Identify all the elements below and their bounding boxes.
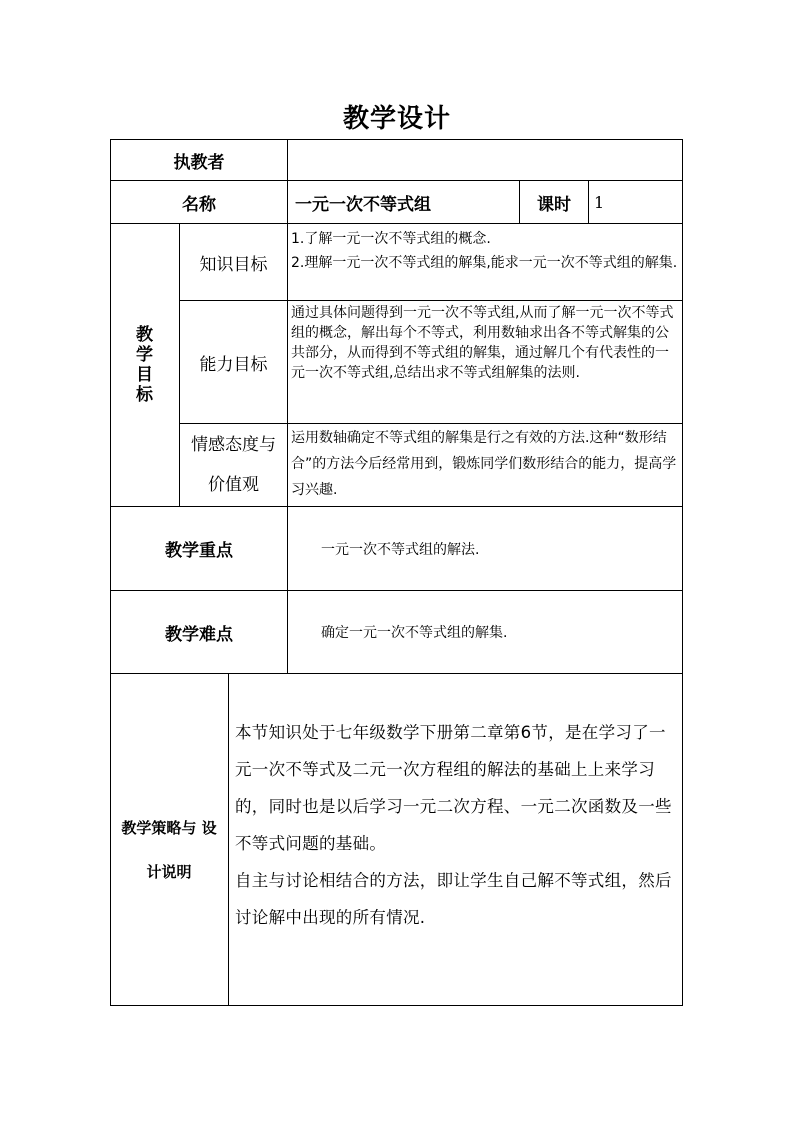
goals-label (110, 224, 179, 506)
emotion-goal-text: 运用数轴确定不等式组的解集是行之有效的方法.这种“数形结合”的方法今后经常用到，锻炼同学们数形结合的能力，提高学习兴趣. (291, 430, 677, 498)
period-label: 课时 (537, 194, 571, 215)
ability-goal-label: 能力目标 (199, 354, 268, 375)
goals-label-char: 标 (136, 385, 153, 405)
strategy-label-line: 计说明 (146, 862, 192, 881)
key-point-label: 教学重点 (165, 541, 233, 561)
strategy-paragraph: 自主与讨论相结合的方法，即让学生自己解不等式组，然后讨论解中出现的所有情况. (235, 871, 672, 927)
teacher-label: 执教者 (173, 152, 225, 173)
strategy-label-line: 教学策略与 设 (121, 818, 217, 837)
period-value: 1 (594, 192, 605, 212)
knowledge-goal-line: 2.理解一元一次不等式组的解集,能求一元一次不等式组的解集. (291, 255, 678, 271)
goals-label-char: 学 (136, 345, 153, 365)
lesson-plan-table (110, 139, 683, 1006)
table-border-bottom (110, 1005, 683, 1006)
knowledge-goal-line: 1.了解一元一次不等式组的概念. (291, 231, 491, 247)
document-title: 教学设计 (342, 104, 451, 134)
ability-goal-text: 通过具体问题得到一元一次不等式组,从而了解一元一次不等式组的概念，解出每个不等式，利用数轴求出各不等式解集的公共部分，从而得到不等式组的解集，通过解几个有代表性的一元一次不等式组,总结出求不等式组解集的法则. (291, 305, 674, 381)
goals-label-char: 教 (136, 325, 153, 345)
goals-label-char: 目 (136, 365, 153, 385)
strategy-text (229, 674, 683, 1005)
name-label: 名称 (182, 194, 216, 215)
knowledge-goal-text (288, 224, 683, 300)
name-value: 一元一次不等式组 (295, 194, 431, 215)
strategy-paragraph: 本节知识处于七年级数学下册第二章第6节，是在学习了一元一次不等式及二元一次方程组的解法的基础上上来学习的，同时也是以后学习一元二次方程、一元二次函数及一些不等式问题的基础。 (235, 723, 672, 853)
emotion-goal-label-line: 情感态度与 (191, 435, 276, 455)
strategy-label (110, 674, 228, 1005)
difficulty-text: 确定一元一次不等式组的解集. (321, 625, 508, 641)
emotion-goal-label (180, 424, 287, 506)
emotion-goal-label-line: 价值观 (208, 475, 259, 495)
difficulty-label: 教学难点 (165, 624, 233, 645)
knowledge-goal-label: 知识目标 (199, 254, 268, 275)
teacher-value (288, 139, 683, 181)
key-point-text: 一元一次不等式组的解法. (321, 541, 480, 558)
